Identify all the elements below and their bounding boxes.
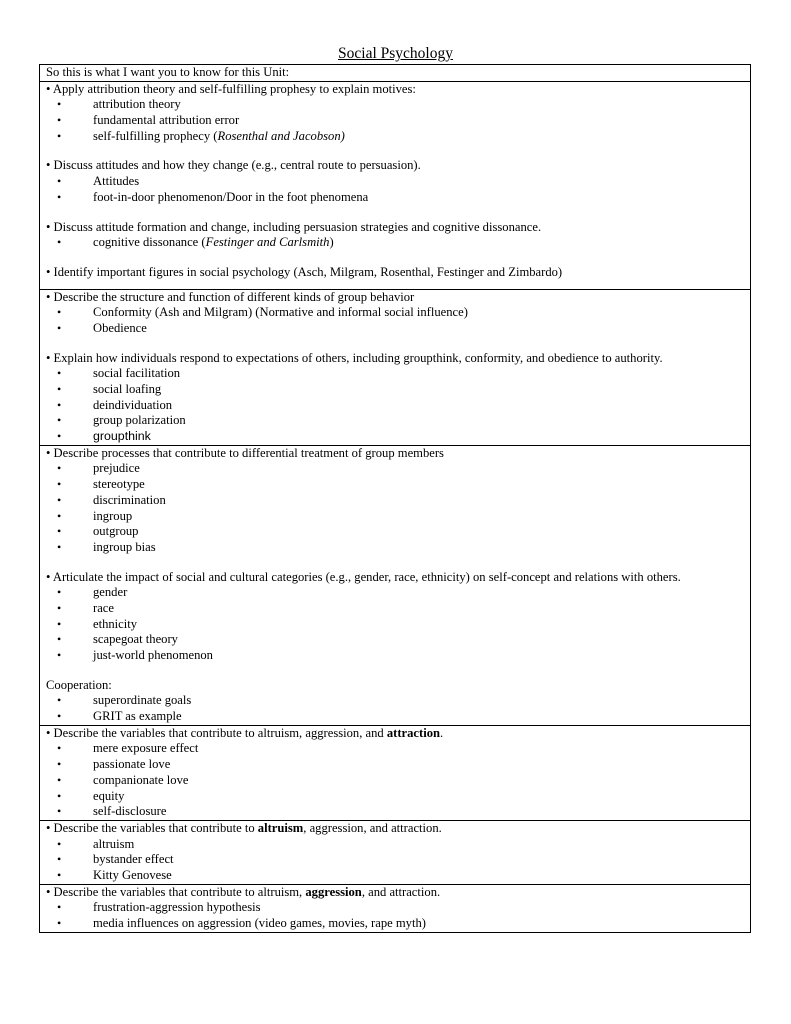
section-differential-treatment (40, 445, 750, 725)
list-item: • passionate love (57, 757, 171, 772)
objective-text: • Explain how individuals respond to expectations of others, including groupthink, conformity, and obedience to authority. (46, 350, 663, 365)
list-item: • just-world phenomenon (57, 648, 213, 662)
header-text: So this is what I want you to know for this Unit: (46, 65, 290, 79)
header-row (40, 65, 750, 81)
list-item: • superordinate goals (57, 693, 192, 708)
list-item: • groupthink (57, 429, 151, 444)
list-item: • equity (57, 788, 125, 803)
list-item: • mere exposure effect (57, 741, 199, 756)
list-item: • foot-in-door phenomenon/Door in the foot phenomena (57, 189, 369, 204)
list-item: • ingroup bias (57, 539, 156, 554)
list-item: • self-fulfilling prophecy (Rosenthal and Jacobson) (57, 128, 345, 143)
outline-table (39, 64, 751, 933)
list-item: • altruism (57, 836, 135, 851)
objective-text: • Articulate the impact of social and cultural categories (e.g., gender, race, ethnicity) on self-concept and relations with others. (46, 569, 681, 584)
list-item: • scapegoat theory (57, 632, 178, 647)
page-title: Social Psychology (338, 45, 453, 62)
list-item: • bystander effect (57, 852, 174, 867)
list-item: • Conformity (Ash and Milgram) (Normative and informal social influence) (57, 305, 468, 320)
list-item: • companionate love (57, 772, 189, 787)
list-item: • fundamental attribution error (57, 113, 240, 128)
list-item: • social loafing (57, 382, 162, 396)
objective-text: • Describe the variables that contribute to altruism, aggression, and attraction. (46, 725, 444, 740)
section-group-behavior (40, 289, 750, 445)
objective-text: • Discuss attitudes and how they change (e.g., central route to persuasion). (46, 158, 421, 173)
list-item: • group polarization (57, 413, 186, 428)
list-item: • frustration-aggression hypothesis (57, 900, 261, 915)
list-item: • race (57, 600, 114, 615)
list-item: • attribution theory (57, 97, 181, 112)
objective-text: • Describe the variables that contribute to altruism, aggression, and attraction. (46, 820, 442, 835)
objective-text: • Discuss attitude formation and change, including persuasion strategies and cognitive dissonance. (46, 219, 542, 234)
objective-text: • Describe the structure and function of different kinds of group behavior (46, 289, 415, 304)
section-attribution (40, 81, 750, 289)
list-item: • deindividuation (57, 397, 173, 412)
list-item: • Kitty Genovese (57, 867, 172, 882)
section-attraction (40, 725, 750, 820)
list-item: • GRIT as example (57, 709, 182, 724)
objective-text: • Apply attribution theory and self-fulfilling prophesy to explain motives: (46, 81, 416, 96)
objective-text: • Identify important figures in social psychology (Asch, Milgram, Rosenthal, Festinger and Zimbardo) (46, 264, 563, 279)
list-item: • gender (57, 585, 128, 600)
section-altruism (40, 820, 750, 884)
list-item: • discrimination (57, 492, 166, 507)
list-item: • outgroup (57, 524, 139, 539)
list-item: • Obedience (57, 320, 147, 335)
list-item: • social facilitation (57, 366, 181, 381)
list-item: • prejudice (57, 461, 140, 476)
list-item: • self-disclosure (57, 804, 167, 819)
section-aggression (40, 884, 750, 932)
objective-text: • Describe the variables that contribute to altruism, aggression, and attraction. (46, 884, 441, 899)
cooperation-heading: Cooperation: (46, 677, 112, 692)
list-item: • ethnicity (57, 616, 138, 631)
list-item: • cognitive dissonance (Festinger and Carlsmith) (57, 235, 334, 250)
objective-text: • Describe processes that contribute to differential treatment of group members (46, 445, 444, 460)
list-item: • ingroup (57, 508, 133, 523)
list-item: • stereotype (57, 477, 145, 492)
list-item: • media influences on aggression (video games, movies, rape myth) (57, 916, 426, 930)
list-item: • Attitudes (57, 174, 140, 189)
